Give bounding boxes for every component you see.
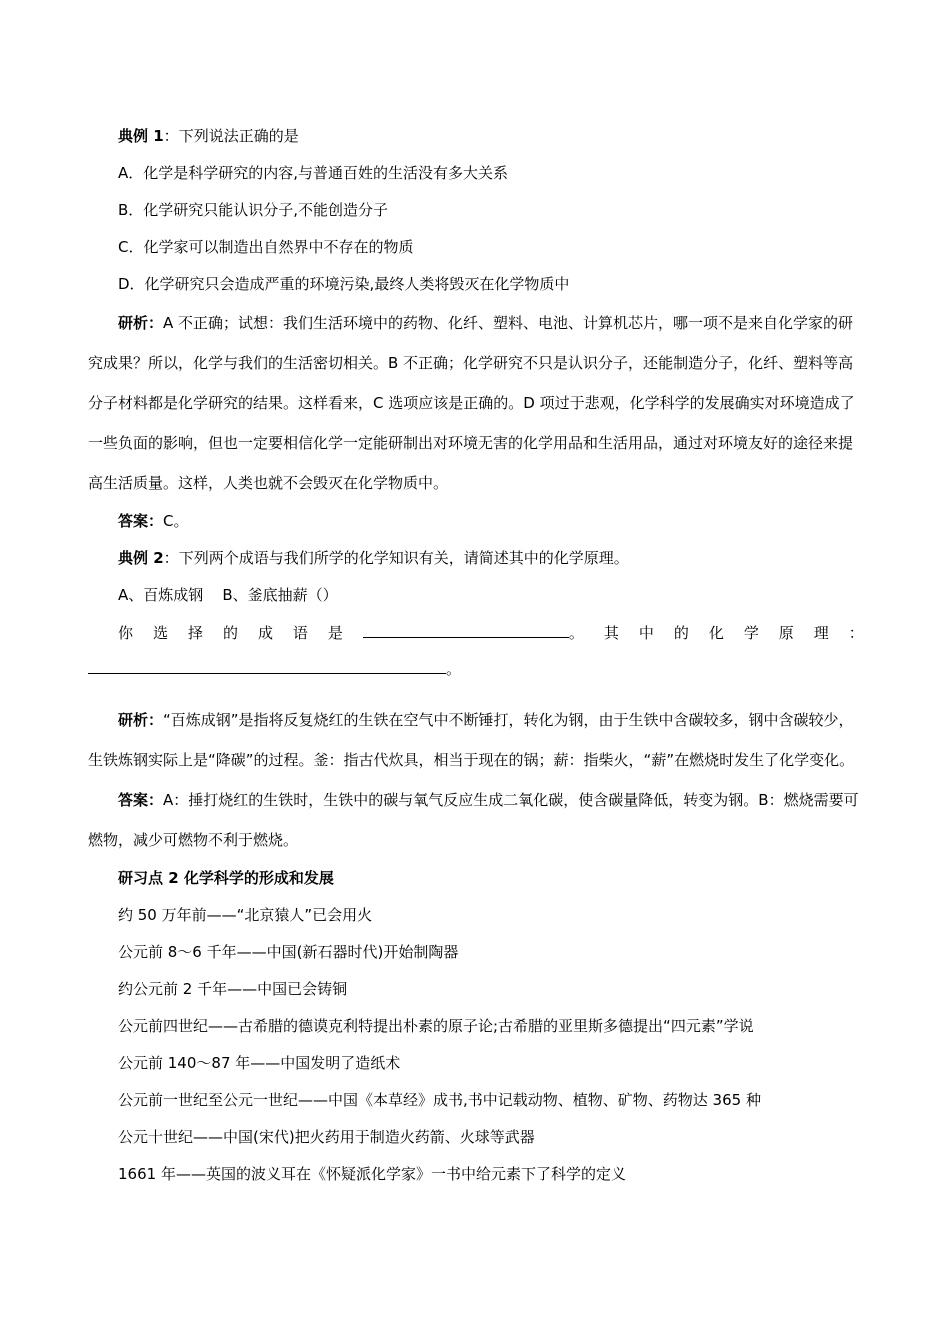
analysis-label: 研析： [118, 314, 164, 332]
timeline-item: 约 50 万年前——“北京猿人”已会用火 [118, 906, 373, 924]
example1-option-d: D．化学研究只会造成严重的环境污染,最终人类将毁灭在化学物质中 [118, 275, 570, 293]
timeline-item: 公元前 8～6 千年——中国(新石器时代)开始制陶器 [118, 943, 459, 961]
timeline-item: 公元前一世纪至公元一世纪——中国《本草经》成书,书中记载动物、植物、矿物、药物达 365 种 [118, 1091, 761, 1109]
timeline-item: 约公元前 2 千年——中国已会铸铜 [118, 980, 348, 998]
example1-option-c: C．化学家可以制造出自然界中不存在的物质 [118, 238, 414, 256]
example1-question: 典例 1：下列说法正确的是 [118, 127, 299, 145]
analysis-label-2: 研析： [118, 711, 164, 729]
example1-label: 典例 1 [118, 127, 164, 145]
example2-question: 典例 2：下列两个成语与我们所学的化学知识有关，请简述其中的化学原理。 [118, 549, 629, 567]
document-page [88, 118, 864, 1193]
example1-option-a: A．化学是科学研究的内容,与普通百姓的生活没有多大关系 [118, 164, 509, 182]
example2-analysis: 研析：“百炼成钢”是指将反复烧红的生铁在空气中不断锤打，转化为钢，由于生铁中含碳较多，钢中含碳较少，生铁炼钢实际上是“降碳”的过程。釜：指古代炊具，相当于现在的锅；薪：指柴火，“薪”在燃烧时发生了化学变化。 [88, 711, 855, 769]
example1-answer: 答案：C。 [118, 512, 189, 530]
example1-analysis: 研析：A 不正确；试想：我们生活环境中的药物、化纤、塑料、电池、计算机芯片，哪一项不是来自化学家的研究成果？所以，化学与我们的生活密切相关。B 不正确；化学研究不只是认识分子，还能制造分子，化纤、塑料等高分子材料都是化学研究的结果。这样看来，C 选项应该是正确的。D 项过于悲观，化学科学的发展确实对环境造成了一些负面的影响，但也一定要相信化学一定能研制出对环境无害的化学用品和生活用品，通过对环境友好的途径来提高生活质量。这样，人类也就不会毁灭在化学物质中。 [88, 314, 855, 492]
timeline-item: 公元前四世纪——古希腊的德谟克利特提出朴素的原子论;古希腊的亚里斯多德提出“四元素”学说 [118, 1017, 754, 1035]
fill-in-line: 你 选 择 的 成 语 是 。 其 中 的 化 学 原 理 ： [88, 614, 864, 652]
timeline-item: 公元前 140～87 年——中国发明了造纸术 [118, 1054, 401, 1072]
timeline-item: 公元十世纪——中国(宋代)把火药用于制造火药箭、火球等武器 [118, 1128, 535, 1146]
example1-option-b: B．化学研究只能认识分子,不能创造分子 [118, 201, 389, 219]
answer-label-2: 答案： [118, 791, 164, 809]
answer-label: 答案： [118, 512, 164, 530]
principle-blank-line[interactable]: 。 [88, 652, 864, 686]
timeline-item: 1661 年——英国的波义耳在《怀疑派化学家》一书中给元素下了科学的定义 [118, 1165, 626, 1183]
section-title: 研习点 2 化学科学的形成和发展 [118, 869, 334, 887]
example2-label: 典例 2 [118, 549, 164, 567]
example2-options: A、百炼成钢 B、釜底抽薪（） [118, 586, 338, 604]
example2-answer: 答案：A：捶打烧红的生铁时，生铁中的碳与氧气反应生成二氧化碳，使含碳量降低，转变为钢。B：燃烧需要可燃物，减少可燃物不利于燃烧。 [88, 791, 859, 849]
idiom-blank[interactable]: 。 [363, 614, 584, 652]
